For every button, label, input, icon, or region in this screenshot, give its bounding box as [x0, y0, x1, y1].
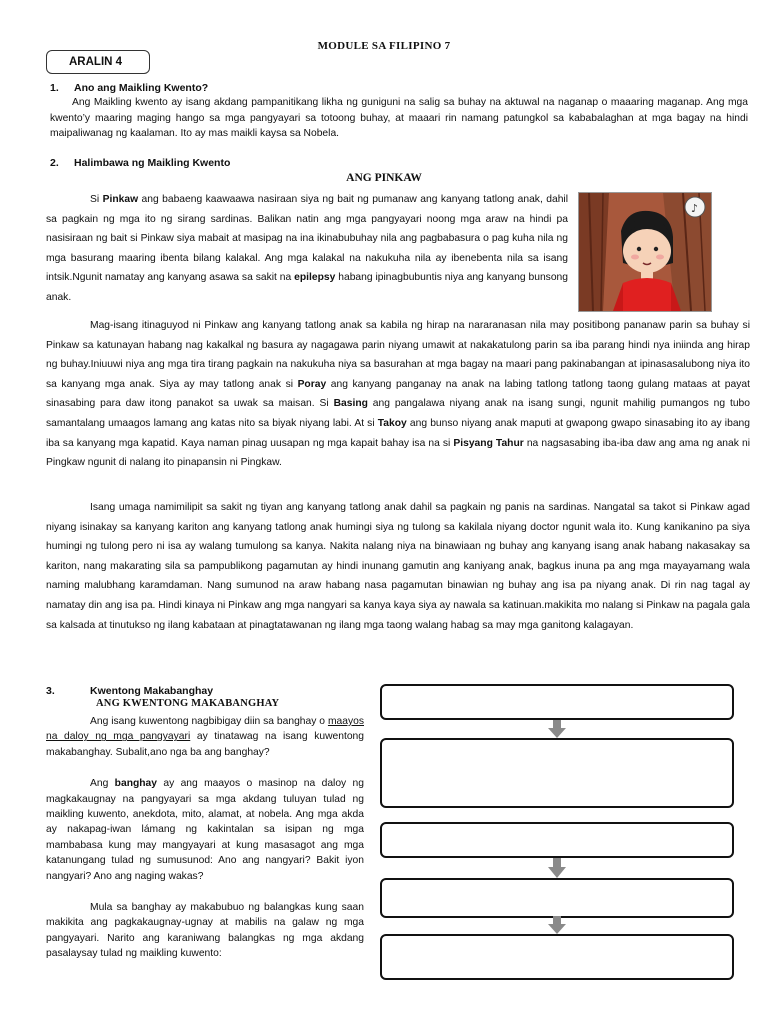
section3-p1-text-1: Ang isang kuwentong nagbibigay diin sa banghay o	[90, 716, 328, 727]
section3-p1-text-2: ay tinatawag na isang kuwentong makabanghay. Subalit,ano nga ba ang banghay?	[46, 731, 365, 758]
svg-text:♪: ♪	[691, 202, 699, 215]
flowchart-box-4	[380, 878, 734, 918]
section3-p1-underlined: maayos na daloy ng mga pangyayari	[46, 716, 364, 743]
section3-p2-bold-banghay: banghay	[114, 778, 158, 790]
section3-heading-text: Kwentong Makabanghay	[90, 685, 214, 697]
aralin-label-box	[46, 50, 150, 74]
section3-p2-text-1: Ang	[90, 778, 115, 790]
flowchart-box-2	[380, 738, 734, 808]
story-p2-text-1: Mag-isang itinaguyod ni Pinkaw ang kanyang tatlong anak sa kabila ng hirap na nararanasan nila may positibong pananaw parin sa buhay si Pinkaw sa katunayan habang nag kakalkal ng basura ay nagagawa parin niyang umawit at nakakatulong parin sa iba parang hindi nya iniinda ang hirap ng buhay.Iniuuwi niya ang mga tira tirang pagkain na nakukuha niya sa basurahan at mga bagay na maari pang pakinabangan at ipinasasalubong niya ito sa kanyang mga anak. Siya ay may tatlong anak si	[46, 320, 750, 390]
section1-heading-text: Ano ang Maikling Kwento?	[74, 82, 209, 94]
story-p2-bold-takoy: Takoy	[377, 417, 407, 429]
girl-illustration-icon	[579, 193, 711, 311]
story-p2-text-4: ang bunso niyang anak maputi at gwapong gwapo sinasabing ito ay ibang iba sa kanyang mga kapatid. Kaya naman pinag uusapan ng mga kapait bahay isa na si	[46, 417, 751, 449]
story-title: ANG PINKAW	[346, 172, 422, 184]
flowchart-arrow-1-icon	[547, 720, 567, 738]
story-paragraph-3: Isang umaga namimilipit sa sakit ng tiyan ang kanyang tatlong anak dahil sa pagkain ng panis na sardinas. Nangatal sa takot si Pinkaw agad niyang isinakay sa kanyang kariton ang kanyang tatlong anak humingi siya ng tulong sa kakilala niyang doctor ngunit wala ito. Kung kanikanino pa siya humingi ng tulong pero ni isa ay walang tumulong sa kanya. Nakita nalang niya na binawiaan ng buhay ang kanyang isang anak habang nakasakay sa kariton, nang makarating sila sa pampublikong pagamutan ay hindi inunang gamutin ang kaniyang anak, bagkus inuna pa ang mga mayayamang wala naming malubhang karamdaman. Nang sumunod na araw habang nasa pagamutan binawian ng buhay ang isa pa niyang anak. Di rin nag tagal ay namatay din ang isa pa. Hindi kinaya ni Pinkaw ang mga nangyari sa kanya kaya siya ay nawala sa katinuan.makikita mo nalang si Pinkaw na pagala gala sa kalsada at tinutukso ng ilang kabataan at pinagtatawanan ng ilang mga taong walang habag sa may mga ganitong kalagayan.	[46, 502, 750, 631]
story-paragraph-1	[46, 190, 568, 308]
section3-body	[46, 714, 364, 962]
section3-heading	[46, 685, 213, 697]
story-p2-bold-basing: Basing	[333, 398, 368, 410]
story-p2-text-5: na nagsasabing iba-iba daw ang ama ng anak ni Pingkaw ngunit di nalang ito pinapansin ni Pingkaw.	[46, 437, 750, 469]
pinkaw-illustration	[578, 192, 712, 312]
story-paragraph-2	[46, 316, 750, 473]
section2-number: 2.	[50, 157, 59, 169]
flowchart-box-5	[380, 934, 734, 980]
story-p1-text-3: habang ipinagbubuntis niya ang kanyang bunsong anak.	[46, 272, 568, 303]
section3-paragraph-2	[46, 776, 364, 884]
section2-heading-text: Halimbawa ng Maikling Kwento	[74, 157, 231, 169]
story-p1-bold-pinkaw: Pinkaw	[102, 194, 139, 205]
flowchart-arrow-3-icon	[547, 858, 567, 878]
module-title: MODULE SA FILIPINO 7	[317, 40, 451, 52]
story-p2-text-3: ang pangalawa niyang anak na isang sungi, ngunit mahilig pumangos ng tubo samantalang umaagos lamang ang katas nito sa biyak niyang labi. At si	[46, 398, 750, 429]
section3-title: ANG KWENTONG MAKABANGHAY	[96, 698, 280, 709]
story-p1-bold-epilepsy: epilepsy	[294, 272, 336, 284]
section3-number: 3.	[46, 685, 55, 697]
section3-paragraph-1	[46, 714, 364, 760]
section3-p2-text-2: ay ang maayos o masinop na daloy ng magkakaugnay na pangyayari sa mga akdang tuluyan tulad ng maikling kuwento, anekdota, mito, alamat, at nobela. Ang mga akda ay nakapag-iwan lámang ng kakintalan sa isipan ng mga mambabasa kung may mangyayari at kung masasagot ang mga katanungang tulad ng sumusunod: Ano ang nangyari? Bakit iyon nangyari? Ano ang naging wakas?	[46, 778, 364, 882]
story-p2-text-2: ang kanyang panganay na anak na labing tatlong tatlong taong gulang mataas at payat sinasabing para daw itong panakot sa uwak sa maisan. Si	[46, 378, 750, 410]
flowchart-box-3	[380, 822, 734, 858]
section3-paragraph-3: Mula sa banghay ay makabubuo ng balangkas kung saan makikita ang pagkakaugnay-ugnay at mabilis na galaw ng mga pangyayari. Narito ang karaniwang balangkas ng mga akdang pasalaysay tulad ng maikling kuwento:	[46, 902, 364, 960]
flowchart-box-1	[380, 684, 734, 720]
story-p2-bold-pisyang-tahur: Pisyang Tahur	[453, 437, 524, 449]
section2-heading	[50, 157, 230, 169]
section1-body: Ang Maikling kwento ay isang akdang pampanitikang likha ng guniguni na salig sa buhay na aktuwal na naganap o maaaring maganap. Ang mga kwento’y maaring maging hango sa mga pangyayari sa totoong buhay, at maaari rin namang patungkol sa kababalaghan at mga bagay na hindi maipaliwanag ng kaalaman. Ito ay mas maikli kaysa sa Nobela.	[50, 97, 748, 140]
flowchart-arrow-4-icon	[547, 916, 567, 934]
story-p1-text-2: ang babaeng kaawaawa nasiraan siya ng bait ng pumanaw ang kanyang tatlong anak, dahil sa pagkain ng mga ito ng sirang sardinas. Balikan natin ang mga pangyayari noong mga araw na hindi pa nasisiraan ng bait si Pinkaw siya mabait at masipag na ina ikinabubuhay nila ang pagbabasura o pag kuha nila ng mga basurang maaring ibenta bilang kalakal. Ang mga kalakal na nakukuha nila ay ibenebenta nila sa isang intsik.Ngunit namatay ang kanyang asawa sa sakit na	[46, 194, 568, 284]
section1-number: 1.	[50, 82, 59, 94]
aralin-label: ARALIN 4	[69, 56, 123, 68]
story-p1-text-1: Si	[90, 194, 103, 205]
section1-heading	[50, 82, 208, 94]
story-p2-bold-poray: Poray	[297, 378, 327, 390]
